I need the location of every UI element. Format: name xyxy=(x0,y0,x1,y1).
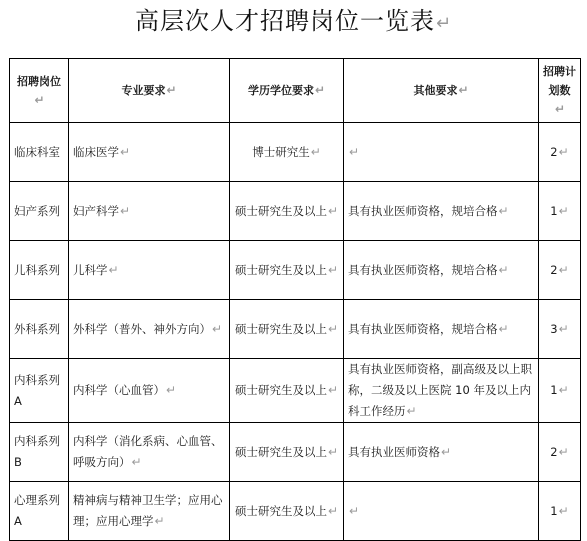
cell-other xyxy=(344,300,539,359)
cell-plan-text: 2 xyxy=(550,144,558,159)
header-other: 其他要求↵ xyxy=(344,59,539,123)
cell-post-text: 临床科室 xyxy=(14,144,60,159)
paragraph-mark-icon: ↵ xyxy=(212,321,223,336)
cell-plan xyxy=(539,482,581,541)
cell-other-text: 具有执业医师资格 xyxy=(348,444,440,459)
cell-education xyxy=(230,182,344,241)
cell-plan xyxy=(539,182,581,241)
cell-other-text: 具有执业医师资格，规培合格 xyxy=(348,262,498,277)
paragraph-mark-icon: ↵ xyxy=(327,503,339,518)
cell-major-text: 妇产科学 xyxy=(73,203,119,218)
cell-other xyxy=(344,482,539,541)
cell-post xyxy=(10,359,69,423)
paragraph-mark-icon: ↵ xyxy=(327,203,339,218)
paragraph-mark-icon: ↵ xyxy=(558,444,569,459)
page-title-text: 高层次人才招聘岗位一览表 xyxy=(134,7,435,35)
cell-other xyxy=(344,423,539,482)
cell-post xyxy=(10,123,69,182)
cell-education-text: 硕士研究生及以上 xyxy=(234,383,327,397)
cell-post xyxy=(10,300,69,359)
table-row xyxy=(10,482,581,541)
paragraph-mark-icon: ↵ xyxy=(327,383,339,397)
paragraph-mark-icon: ↵ xyxy=(349,144,360,159)
cell-education-text: 硕士研究生及以上 xyxy=(234,444,327,459)
cell-major xyxy=(69,423,230,482)
cell-post-text: 内科系列 A xyxy=(14,372,60,408)
cell-education xyxy=(230,241,344,300)
cell-major-text: 精神病与精神卫生学；应用心理；应用心理学 xyxy=(73,493,223,528)
cell-plan-text: 1 xyxy=(550,203,558,218)
paragraph-mark-icon: ↵ xyxy=(120,144,131,159)
cell-post xyxy=(10,482,69,541)
cell-education-text: 硕士研究生及以上 xyxy=(234,503,327,518)
cell-education xyxy=(230,423,344,482)
cell-major-text: 内科学（消化系病、心血管、呼吸方向） xyxy=(73,434,223,469)
paragraph-mark-icon: ↵ xyxy=(349,503,360,518)
cell-post-text: 心理系列 A xyxy=(14,493,60,528)
cell-major xyxy=(69,300,230,359)
cell-plan xyxy=(539,300,581,359)
cell-education xyxy=(230,300,344,359)
cell-plan-text: 1 xyxy=(550,503,558,518)
cell-plan-text: 3 xyxy=(550,321,558,336)
cell-plan xyxy=(539,241,581,300)
paragraph-mark-icon: ↵ xyxy=(108,262,119,277)
paragraph-mark-icon: ↵ xyxy=(554,102,566,116)
paragraph-mark-icon: ↵ xyxy=(558,321,569,336)
paragraph-mark-icon: ↵ xyxy=(558,144,569,159)
cell-other-text: 具有执业医师资格，规培合格 xyxy=(348,203,498,218)
cell-plan-text: 2 xyxy=(550,262,558,277)
cell-other xyxy=(344,241,539,300)
paragraph-mark-icon: ↵ xyxy=(310,144,321,159)
cell-post-text: 内科系列 B xyxy=(14,434,60,469)
cell-education-text: 硕士研究生及以上 xyxy=(234,203,327,218)
table-row xyxy=(10,241,581,300)
cell-other xyxy=(344,359,539,423)
header-plan: 招聘计划数↵ xyxy=(539,59,581,123)
table-row xyxy=(10,359,581,423)
table-row xyxy=(10,423,581,482)
paragraph-mark-icon: ↵ xyxy=(131,455,142,469)
paragraph-mark-icon: ↵ xyxy=(441,444,452,459)
cell-post-text: 妇产系列 xyxy=(14,203,60,218)
table-header-row xyxy=(10,59,581,123)
cell-education-text: 硕士研究生及以上 xyxy=(234,262,327,277)
table-row xyxy=(10,182,581,241)
cell-other-text: 具有执业医师资格，规培合格 xyxy=(348,321,498,336)
header-major: 专业要求↵ xyxy=(69,59,230,123)
header-post: 招聘岗位↵ xyxy=(10,59,69,123)
paragraph-mark-icon: ↵ xyxy=(458,83,469,97)
paragraph-mark-icon: ↵ xyxy=(406,404,417,418)
cell-other-text: 具有执业医师资格，副高级及以上职称，二级及以上医院 10 年及以上内科工作经历 xyxy=(348,362,532,418)
paragraph-mark-icon: ↵ xyxy=(327,262,339,277)
cell-plan-text: 2 xyxy=(550,444,558,459)
paragraph-mark-icon: ↵ xyxy=(558,262,569,277)
paragraph-mark-icon: ↵ xyxy=(314,83,326,97)
cell-education-text: 硕士研究生及以上 xyxy=(234,321,327,336)
paragraph-mark-icon: ↵ xyxy=(498,203,509,218)
cell-other xyxy=(344,123,539,182)
paragraph-mark-icon: ↵ xyxy=(154,514,165,528)
cell-education xyxy=(230,359,344,423)
cell-major-text: 内科学（心血管） xyxy=(73,383,165,397)
cell-post-text: 儿科系列 xyxy=(14,262,60,277)
paragraph-mark-icon: ↵ xyxy=(34,92,45,107)
page-title xyxy=(0,4,587,41)
cell-education-text: 博士研究生 xyxy=(252,144,310,159)
cell-post xyxy=(10,241,69,300)
cell-plan xyxy=(539,359,581,423)
cell-post xyxy=(10,182,69,241)
paragraph-mark-icon: ↵ xyxy=(498,321,509,336)
cell-major-text: 外科学（普外、神外方向） xyxy=(73,321,211,336)
job-table xyxy=(9,58,581,541)
cell-major-text: 临床医学 xyxy=(73,144,119,159)
paragraph-mark-icon: ↵ xyxy=(558,383,569,397)
paragraph-mark-icon: ↵ xyxy=(166,83,177,97)
cell-major xyxy=(69,241,230,300)
cell-education xyxy=(230,123,344,182)
paragraph-mark-icon: ↵ xyxy=(558,503,569,518)
paragraph-mark-icon: ↵ xyxy=(435,13,453,34)
cell-post xyxy=(10,423,69,482)
paragraph-mark-icon: ↵ xyxy=(327,444,339,459)
cell-other xyxy=(344,182,539,241)
cell-major xyxy=(69,482,230,541)
cell-major xyxy=(69,123,230,182)
paragraph-mark-icon: ↵ xyxy=(166,383,177,397)
paragraph-mark-icon: ↵ xyxy=(558,203,569,218)
table-row xyxy=(10,300,581,359)
cell-plan-text: 1 xyxy=(550,383,558,397)
paragraph-mark-icon: ↵ xyxy=(327,321,339,336)
header-education: 学历学位要求↵ xyxy=(230,59,344,123)
paragraph-mark-icon: ↵ xyxy=(120,203,131,218)
cell-plan xyxy=(539,123,581,182)
paragraph-mark-icon: ↵ xyxy=(498,262,509,277)
cell-major xyxy=(69,359,230,423)
table-row xyxy=(10,123,581,182)
cell-major-text: 儿科学 xyxy=(73,262,108,277)
cell-major xyxy=(69,182,230,241)
cell-post-text: 外科系列 xyxy=(14,321,60,336)
cell-plan xyxy=(539,423,581,482)
cell-education xyxy=(230,482,344,541)
